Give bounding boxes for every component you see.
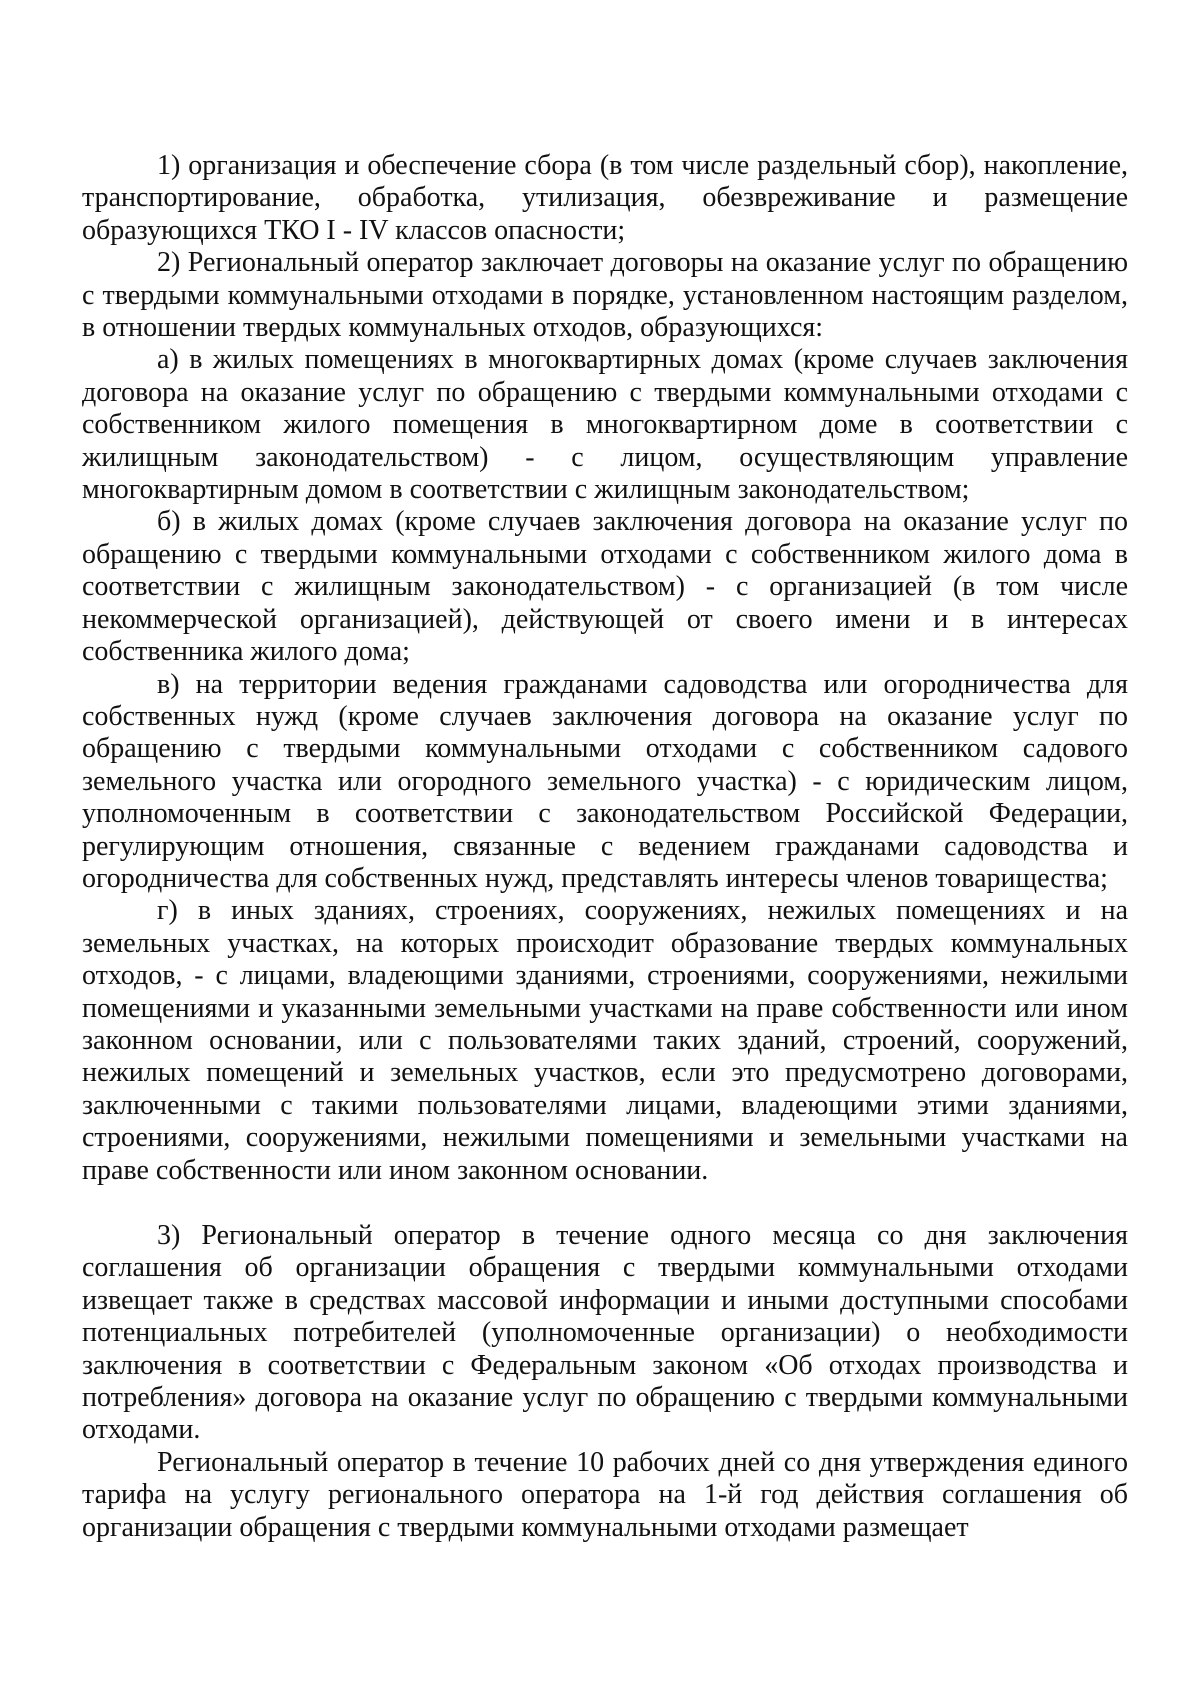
paragraph-item-g: г) в иных зданиях, строениях, сооружениях, нежилых помещениях и на земельных участках, на которых происходит образование твердых коммунальных отходов, - с лицами, владеющими зданиями, строениями, сооружениями, нежилыми помещениями и указанными земельными участками на праве собственности или ином законном основании, или с пользователями таких зданий, строений, сооружений, нежилых помещений и земельных участков, если это предусмотрено договорами, заключенными с такими пользователями лицами, владеющими этими зданиями, строениями, сооружениями, нежилыми помещениями и земельными участками на праве собственности или ином законном основании. [82,895,1128,1186]
paragraph-item-v: в) на территории ведения гражданами садоводства или огородничества для собственных нужд (кроме случаев заключения договора на оказание услуг по обращению с твердыми коммунальными отходами с собственником садового земельного участка или огородного земельного участка) - с юридическим лицом, уполномоченным в соответствии с законодательством Российской Федерации, регулирующим отношения, связанные с ведением гражданами садоводства и огородничества для собственных нужд, представлять интересы членов товарищества; [82,668,1128,894]
paragraph-item-1: 1) организация и обеспечение сбора (в том числе раздельный сбор), накопление, транспортирование, обработка, утилизация, обезвреживание и размещение образующихся ТКО I - IV классов опасности; [82,150,1128,246]
paragraph-item-b: б) в жилых домах (кроме случаев заключения договора на оказание услуг по обращению с твердыми коммунальными отходами с собственником жилого дома в соответствии с жилищным законодательством) - с организацией (в том числе некоммерческой организацией), действующей от своего имени и в интересах собственника жилого дома; [82,506,1128,668]
paragraph-item-a: а) в жилых помещениях в многоквартирных домах (кроме случаев заключения договора на оказание услуг по обращению с твердыми коммунальными отходами с собственником жилого помещения в многоквартирном доме в соответствии с жилищным законодательством) - с лицом, осуществляющим управление многоквартирным домом в соответствии с жилищным законодательством; [82,344,1128,506]
paragraph-item-3: 3) Региональный оператор в течение одного месяца со дня заключения соглашения об организации обращения с твердыми коммунальными отходами извещает также в средствах массовой информации и иными доступными способами потенциальных потребителей (уполномоченные организации) о необходимости заключения в соответствии с Федеральным законом «Об отходах производства и потребления» договора на оказание услуг по обращению с твердыми коммунальными отходами. [82,1220,1128,1446]
paragraph-gap [82,1187,1128,1220]
paragraph-regional-operator: Региональный оператор в течение 10 рабочих дней со дня утверждения единого тарифа на услугу регионального оператора на 1-й год действия соглашения об организации обращения с твердыми коммунальными отходами размещает [82,1446,1128,1543]
paragraph-item-2: 2) Региональный оператор заключает договоры на оказание услуг по обращению с твердыми коммунальными отходами в порядке, установленном настоящим разделом, в отношении твердых коммунальных отходов, образующихся: [82,247,1128,344]
